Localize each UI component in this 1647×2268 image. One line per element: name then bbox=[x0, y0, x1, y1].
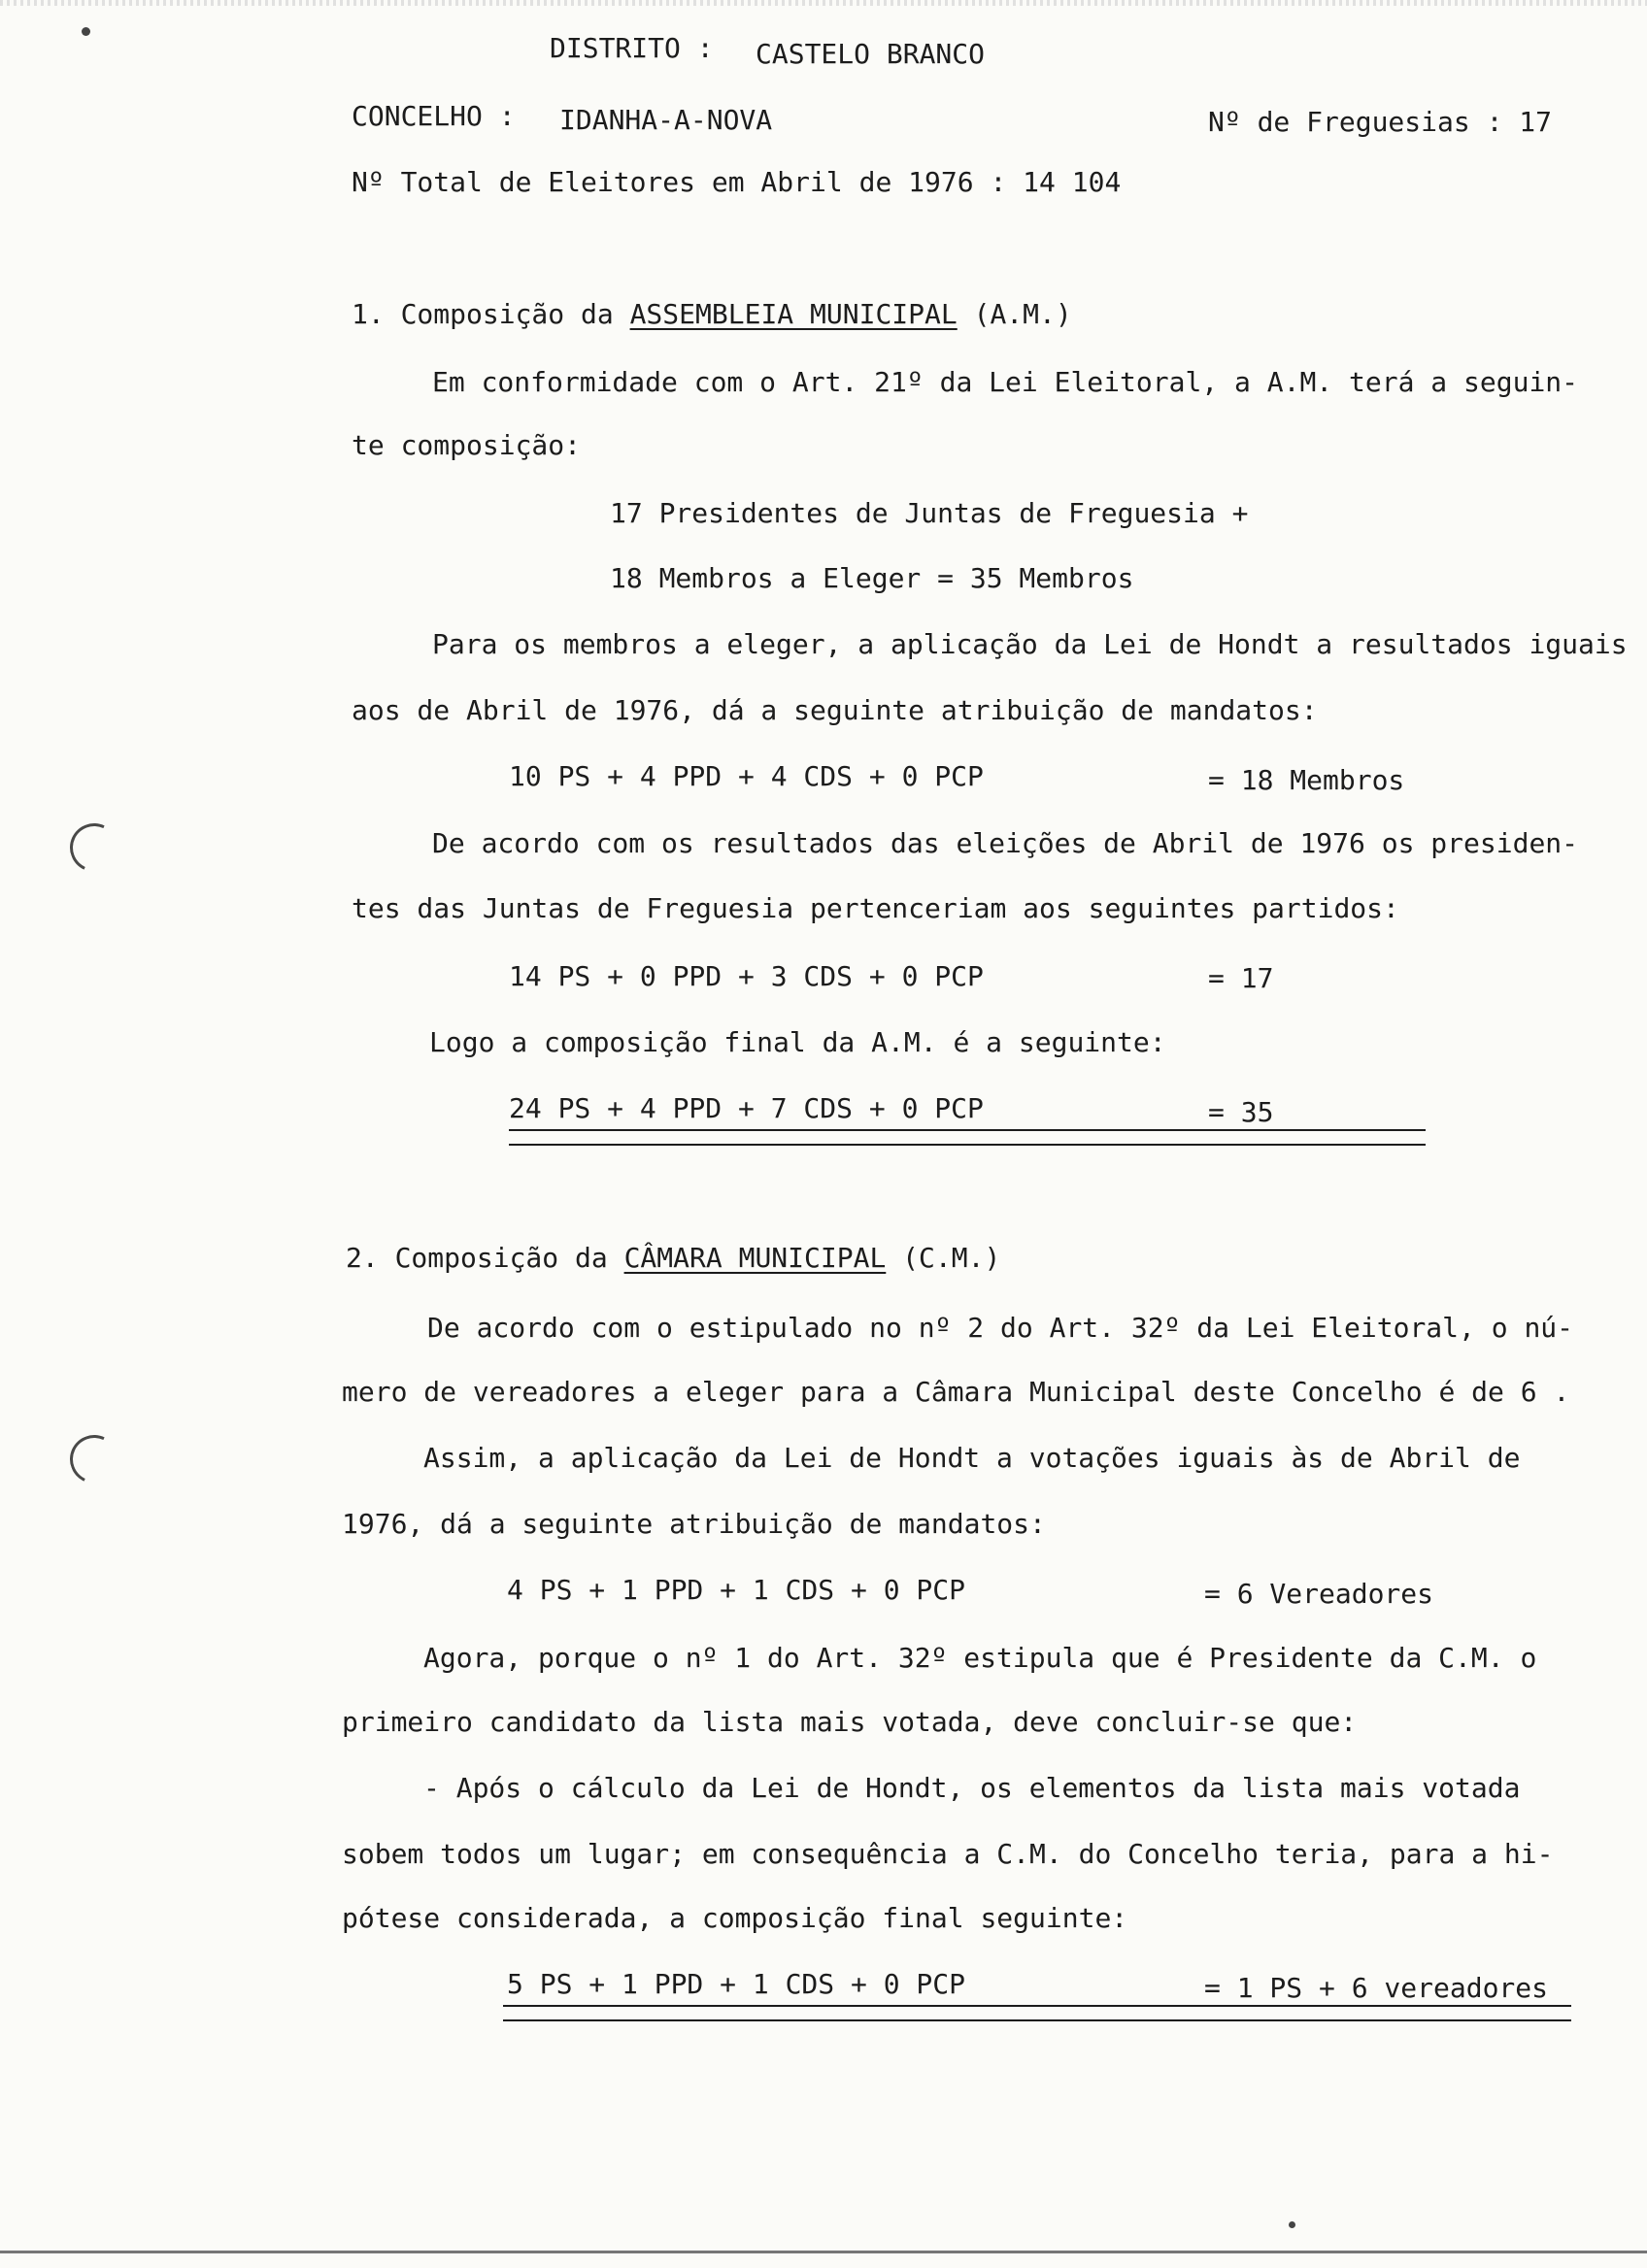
section2-title-prefix: 2. Composição da bbox=[346, 1242, 608, 1274]
scan-speck bbox=[1289, 2221, 1295, 2228]
scan-speck bbox=[82, 27, 90, 36]
section2-paragraph2: Assim, a aplicação da Lei de Hondt a votações iguais às de Abril de bbox=[423, 1442, 1521, 1474]
section1-title-suffix: (A.M.) bbox=[973, 298, 1072, 330]
council-hondt-equation: 4 PS + 1 PPD + 1 CDS + 0 PCP bbox=[507, 1574, 966, 1606]
total-eleitores: Nº Total de Eleitores em Abril de 1976 : 14 104 bbox=[352, 166, 1122, 198]
hondt-equation: 10 PS + 4 PPD + 4 CDS + 0 PCP bbox=[509, 760, 984, 792]
section2-title-suffix: (C.M.) bbox=[902, 1242, 1001, 1274]
composition-line: 18 Membros a Eleger = 35 Membros bbox=[610, 562, 1134, 594]
section2-title-underlined: CÂMARA MUNICIPAL bbox=[623, 1242, 887, 1274]
section2-paragraph4: pótese considerada, a composição final seguinte: bbox=[342, 1902, 1128, 1934]
council-hondt-result: = 6 Vereadores bbox=[1204, 1578, 1434, 1610]
section1-paragraph3: tes das Juntas de Freguesia pertenceriam aos seguintes partidos: bbox=[352, 892, 1399, 924]
section2-paragraph4: sobem todos um lugar; em consequência a C.M. do Concelho teria, para a hi- bbox=[342, 1838, 1554, 1870]
section1-paragraph2: Para os membros a eleger, a aplicação da Lei de Hondt a resultados iguais bbox=[432, 628, 1628, 660]
council-final-result: = 1 PS + 6 vereadores bbox=[1204, 1972, 1549, 2004]
punch-hole-mark bbox=[63, 1428, 125, 1490]
section2-paragraph4: - Após o cálculo da Lei de Hondt, os elementos da lista mais votada bbox=[423, 1772, 1521, 1804]
section1-title-prefix: 1. Composição da bbox=[352, 298, 614, 330]
composition-line: 17 Presidentes de Juntas de Freguesia + bbox=[610, 497, 1249, 529]
section1-paragraph3: De acordo com os resultados das eleições de Abril de 1976 os presiden- bbox=[432, 827, 1579, 859]
underline-rule bbox=[503, 2019, 1571, 2021]
hondt-equation-result: = 18 Membros bbox=[1208, 764, 1405, 796]
distrito-label: DISTRITO : bbox=[550, 32, 714, 64]
section2-paragraph3: Agora, porque o nº 1 do Art. 32º estipula que é Presidente da C.M. o bbox=[423, 1642, 1537, 1674]
scan-top-edge bbox=[0, 0, 1647, 6]
assembly-final-result: = 35 bbox=[1208, 1096, 1274, 1128]
concelho-value: IDANHA-A-NOVA bbox=[559, 104, 773, 136]
section1-title bbox=[352, 298, 1072, 330]
presidents-equation: 14 PS + 0 PPD + 3 CDS + 0 PCP bbox=[509, 960, 984, 992]
section2-paragraph2: 1976, dá a seguinte atribuição de mandatos: bbox=[342, 1508, 1046, 1540]
section2-paragraph1: De acordo com o estipulado no nº 2 do Art. 32º da Lei Eleitoral, o nú- bbox=[427, 1312, 1574, 1344]
section1-paragraph1: Em conformidade com o Art. 21º da Lei Eleitoral, a A.M. terá a seguin- bbox=[432, 366, 1579, 398]
presidents-equation-result: = 17 bbox=[1208, 962, 1274, 994]
council-final-composition: 5 PS + 1 PPD + 1 CDS + 0 PCP bbox=[507, 1968, 966, 2000]
punch-hole-mark bbox=[63, 817, 125, 879]
section2-title bbox=[346, 1242, 1001, 1274]
underline-rule bbox=[509, 1144, 1426, 1146]
section1-paragraph2: aos de Abril de 1976, dá a seguinte atribuição de mandatos: bbox=[352, 694, 1318, 726]
underline-rule bbox=[509, 1129, 1426, 1131]
section1-paragraph1: te composição: bbox=[352, 429, 582, 461]
section2-paragraph1: mero de vereadores a eleger para a Câmara Municipal deste Concelho é de 6 . bbox=[342, 1376, 1570, 1408]
section1-paragraph4: Logo a composição final da A.M. é a seguinte: bbox=[429, 1026, 1166, 1058]
concelho-label: CONCELHO : bbox=[352, 100, 516, 132]
scan-bottom-edge bbox=[0, 2251, 1647, 2253]
underline-rule bbox=[503, 2005, 1571, 2007]
section1-title-underlined: ASSEMBLEIA MUNICIPAL bbox=[629, 298, 958, 330]
assembly-final-composition: 24 PS + 4 PPD + 7 CDS + 0 PCP bbox=[509, 1092, 984, 1124]
freguesias-count: Nº de Freguesias : 17 bbox=[1208, 106, 1553, 138]
section2-paragraph3: primeiro candidato da lista mais votada, deve concluir-se que: bbox=[342, 1706, 1358, 1738]
distrito-value: CASTELO BRANCO bbox=[756, 38, 986, 70]
